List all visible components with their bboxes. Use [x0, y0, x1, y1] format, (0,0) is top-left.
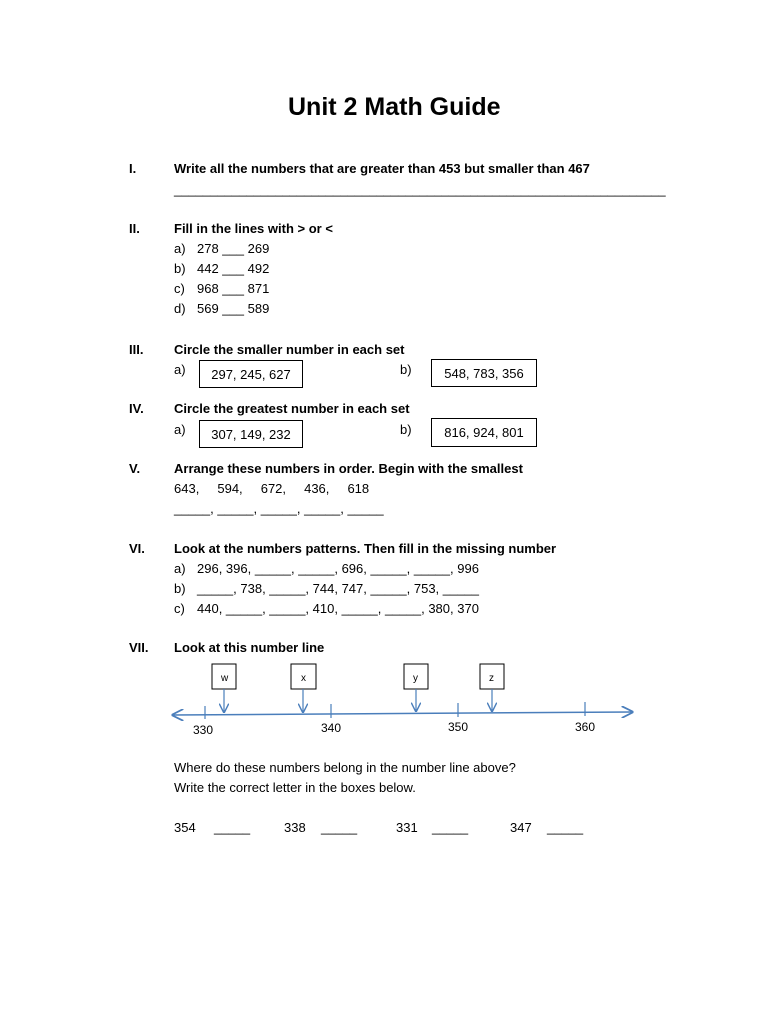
answer-line: ____________________________________________________________________ [174, 182, 666, 197]
item-label: c) [174, 601, 185, 616]
number-line [173, 712, 632, 715]
item-label: c) [174, 281, 185, 296]
letter-label: w [221, 673, 229, 684]
tick-label: 350 [448, 720, 469, 734]
section-heading: Look at the numbers patterns. Then fill in the missing number [174, 541, 557, 556]
answer-number: 338 [284, 820, 306, 835]
section-number: III. [129, 342, 144, 357]
letter-label: y [413, 673, 418, 684]
tick-label: 330 [193, 723, 214, 737]
answer-blank: _____ [432, 820, 469, 835]
answer-blank: _____ [321, 820, 358, 835]
answer-number: 331 [396, 820, 418, 835]
item-label: b) [400, 362, 412, 377]
comparison-item: 968 ___ 871 [197, 281, 270, 296]
number-set-box: 548, 783, 356 [431, 359, 537, 387]
section-number: V. [129, 461, 141, 476]
answer-number: 347 [510, 820, 532, 835]
number-list: 643, 594, 672, 436, 618 [174, 481, 370, 496]
number-set-box: 297, 245, 627 [199, 360, 303, 388]
section-heading: Look at this number line [174, 640, 325, 655]
tick-label: 360 [575, 720, 596, 734]
section-number: VI. [129, 541, 145, 556]
section-heading: Fill in the lines with > or < [174, 221, 333, 236]
answer-blank: _____ [214, 820, 251, 835]
section-number: VII. [129, 640, 149, 655]
comparison-item: 442 ___ 492 [197, 261, 270, 276]
section-number: I. [129, 161, 137, 176]
item-label: a) [174, 241, 186, 256]
answer-number: 354 [174, 820, 196, 835]
item-label: a) [174, 422, 186, 437]
answer-blank: _____ [547, 820, 584, 835]
comparison-item: 278 ___ 269 [197, 241, 270, 256]
number-set-box: 816, 924, 801 [431, 418, 537, 447]
item-label: b) [400, 422, 412, 437]
section-heading: Circle the greatest number in each set [174, 401, 410, 416]
item-label: b) [174, 261, 186, 276]
section-number: IV. [129, 401, 144, 416]
letter-label: z [489, 673, 494, 684]
comparison-item: 569 ___ 589 [197, 301, 270, 316]
section-heading: Write all the numbers that are greater than 453 but smaller than 467 [174, 161, 590, 176]
section-number: II. [129, 221, 140, 236]
order-blanks: _____, _____, _____, _____, _____ [174, 501, 384, 516]
item-label: d) [174, 301, 186, 316]
pattern-item: 440, _____, _____, 410, _____, _____, 380, 370 [197, 601, 479, 616]
item-label: a) [174, 561, 186, 576]
tick-label: 340 [321, 721, 342, 735]
pattern-item: _____, 738, _____, 744, 747, _____, 753, _____ [197, 581, 479, 596]
instruction-text: Write the correct letter in the boxes below. [174, 780, 416, 795]
number-set-box: 307, 149, 232 [199, 420, 303, 448]
section-heading: Arrange these numbers in order. Begin with the smallest [174, 461, 523, 476]
item-label: a) [174, 362, 186, 377]
item-label: b) [174, 581, 186, 596]
section-heading: Circle the smaller number in each set [174, 342, 405, 357]
page-title: Unit 2 Math Guide [288, 93, 501, 121]
instruction-text: Where do these numbers belong in the number line above? [174, 760, 516, 775]
letter-label: x [301, 673, 306, 684]
pattern-item: 296, 396, _____, _____, 696, _____, _____, 996 [197, 561, 479, 576]
